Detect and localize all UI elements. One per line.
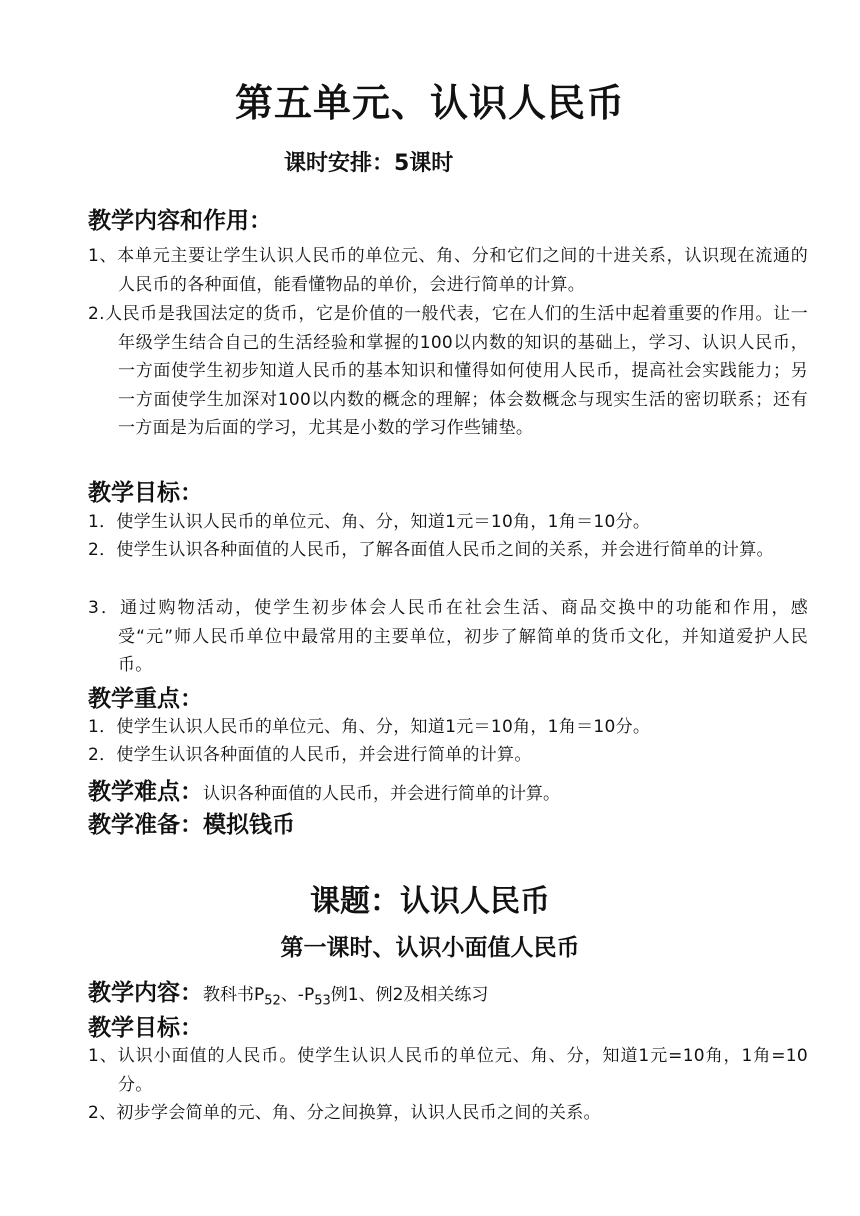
lesson-content-text	[203, 985, 489, 1009]
page-end: 53	[314, 993, 331, 1009]
lesson-subtitle: 第一课时、认识小面值人民币	[280, 934, 580, 961]
content-prefix: 教科书P	[203, 985, 265, 1005]
preparation-heading: 教学准备：	[88, 811, 203, 838]
unit-title: 第五单元、认识人民币	[234, 80, 625, 125]
goal-item-1: 1．使学生认识人民币的单位元、角、分，知道1元＝10角，1角＝10分。	[88, 512, 651, 532]
difficulty-heading: 教学难点：	[88, 778, 203, 805]
lesson-title: 课题：认识人民币	[310, 884, 550, 919]
goal-item-3: 3．通过购物活动，使学生初步体会人民币在社会生活、商品交换中的功能和作用，感受“元”师人民币单位中最常用的主要单位，初步了解简单的货币文化，并知道爱护人民币。	[88, 598, 808, 675]
content-heading: 教学内容和作用：	[88, 207, 272, 234]
focus-heading: 教学重点：	[88, 685, 203, 712]
goals-heading: 教学目标：	[88, 479, 203, 506]
lesson-content-heading: 教学内容：	[88, 979, 203, 1006]
goal-item-2: 2．使学生认识各种面值的人民币，了解各面值人民币之间的关系，并会进行简单的计算。	[88, 540, 774, 560]
page-start: 52	[264, 993, 281, 1009]
difficulty-text: 认识各种面值的人民币，并会进行简单的计算。	[203, 784, 560, 804]
difficulty-line	[88, 773, 560, 806]
content-item-2: 2.人民币是我国法定的货币，它是价值的一般代表，它在人们的生活中起着重要的作用。让一年级学生结合自己的生活经验和掌握的100以内数的知识的基础上，学习、认识人民币，一方面使学生初步知道人民币的基本知识和懂得如何使用人民币，提高社会实践能力；另一方面使学生加深对100以内数的概念的理解；体会数概念与现实生活的密切联系；还有一方面是为后面的学习，尤其是小数的学习作些铺垫。	[88, 304, 808, 438]
content-mid: 、-P	[280, 985, 315, 1005]
lesson-goal-item-1: 1、认识小面值的人民币。使学生认识人民币的单位元、角、分，知道1元=10角，1角=10分。	[88, 1046, 808, 1095]
preparation-line	[88, 806, 295, 839]
lesson-content-line	[88, 974, 488, 1008]
lesson-goal-item-2: 2、初步学会简单的元、角、分之间换算，认识人民币之间的关系。	[88, 1103, 601, 1123]
content-suffix: 例1、例2及相关练习	[330, 985, 489, 1005]
lesson-goals-heading: 教学目标：	[88, 1014, 203, 1041]
preparation-text: 模拟钱币	[203, 811, 295, 838]
focus-item-1: 1．使学生认识人民币的单位元、角、分，知道1元＝10角，1角＝10分。	[88, 717, 651, 737]
content-item-1: 1、本单元主要让学生认识人民币的单位元、角、分和它们之间的十进关系，认识现在流通的人民币的各种面值，能看懂物品的单价，会进行简单的计算。	[88, 246, 808, 295]
focus-item-2: 2．使学生认识各种面值的人民币，并会进行简单的计算。	[88, 745, 532, 765]
schedule-line: 课时安排：5课时	[284, 151, 454, 176]
